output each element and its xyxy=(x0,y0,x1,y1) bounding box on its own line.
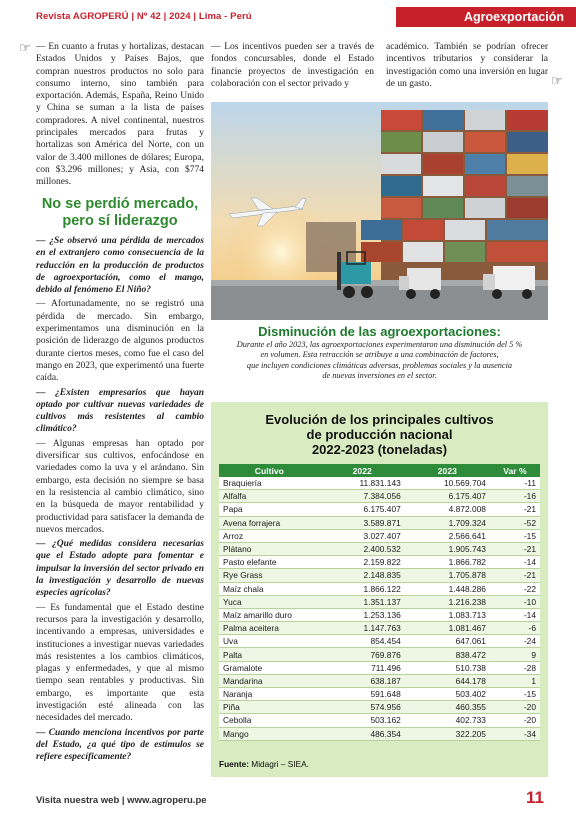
pointing-hand-icon: ☞ xyxy=(551,73,563,88)
column-header-2022: 2022 xyxy=(320,464,405,477)
cell-2023: 1.083.713 xyxy=(405,608,490,621)
table-title xyxy=(211,412,548,457)
cell-crop: Pasto elefante xyxy=(219,556,320,569)
cell-2023: 503.402 xyxy=(405,688,490,701)
table-body xyxy=(219,477,540,740)
section-title: Agroexportación xyxy=(396,7,576,27)
table-title-line-1: Evolución de los principales cultivos xyxy=(265,412,494,427)
question-1: — ¿Se observó una pérdida de mercados en el extranjero como consecuencia de la reducción en la producción de productos de agroexportación, como el mango, debido al fenómeno El Niño? xyxy=(36,236,204,296)
cell-var: 1 xyxy=(490,674,540,687)
cell-2022: 1.147.763 xyxy=(320,622,405,635)
cell-crop: Cebolla xyxy=(219,714,320,727)
cell-2023: 510.738 xyxy=(405,661,490,674)
table-source xyxy=(219,759,309,769)
page-number: 11 xyxy=(526,788,544,807)
cell-var: -21 xyxy=(490,503,540,516)
cell-crop: Rye Grass xyxy=(219,569,320,582)
pointing-hand-icon: ☞ xyxy=(19,40,31,55)
cell-var: -22 xyxy=(490,582,540,595)
cell-crop: Maíz chala xyxy=(219,582,320,595)
cell-crop: Avena forrajera xyxy=(219,516,320,529)
subheading-line-1: No se perdió mercado, xyxy=(41,196,199,212)
cell-crop: Palma aceitera xyxy=(219,622,320,635)
column-2-text xyxy=(211,41,374,90)
cell-crop: Palta xyxy=(219,648,320,661)
cell-var: -16 xyxy=(490,490,540,503)
cell-2023: 1.866.782 xyxy=(405,556,490,569)
cell-2022: 486.354 xyxy=(320,727,405,740)
table-row xyxy=(219,503,540,516)
table-title-line-2: de producción nacional xyxy=(306,427,453,442)
table-title-line-3: 2022-2023 (toneladas) xyxy=(311,442,448,457)
answer-4-part-1: — Los incentivos pueden ser a través de fondos concursables, donde el Estado financie proyectos de investigación en colaboración con el sector privado y xyxy=(211,42,374,89)
cell-2023: 1.216.238 xyxy=(405,595,490,608)
table-row xyxy=(219,490,540,503)
table-row xyxy=(219,582,540,595)
cell-2023: 1.448.286 xyxy=(405,582,490,595)
table-row xyxy=(219,635,540,648)
cell-2022: 2.159.822 xyxy=(320,556,405,569)
table-row xyxy=(219,516,540,529)
cell-crop: Mango xyxy=(219,727,320,740)
crops-table-box xyxy=(211,402,548,777)
cell-2023: 1.905.743 xyxy=(405,542,490,555)
cell-var: -20 xyxy=(490,701,540,714)
photo-caption xyxy=(211,340,548,382)
cell-var: -52 xyxy=(490,516,540,529)
photo-caption-title: Disminución de las agroexportaciones: xyxy=(258,324,501,339)
cell-var: -28 xyxy=(490,661,540,674)
cell-var: -10 xyxy=(490,595,540,608)
question-2: — ¿Existen empresarios que hayan optado por cultivar nuevas variedades de cultivos más resistentes al cambio climático? xyxy=(36,387,204,435)
cell-2022: 3.027.407 xyxy=(320,529,405,542)
table-row xyxy=(219,688,540,701)
cell-2023: 647.061 xyxy=(405,635,490,648)
table-row xyxy=(219,661,540,674)
caption-line-4: de nuevas inversiones en el sector. xyxy=(322,371,437,381)
cell-crop: Uva xyxy=(219,635,320,648)
cell-2023: 2.566.641 xyxy=(405,529,490,542)
cell-var: -14 xyxy=(490,556,540,569)
caption-line-1: Durante el año 2023, las agroexportaciones experimentaron una disminución del 5 % xyxy=(236,340,523,349)
subheading-line-2: pero sí liderazgo xyxy=(62,213,178,229)
cell-2022: 6.175.407 xyxy=(320,503,405,516)
column-header-2023: 2023 xyxy=(405,464,490,477)
table-row xyxy=(219,727,540,740)
cell-2022: 1.351.137 xyxy=(320,595,405,608)
cell-2022: 2.148.835 xyxy=(320,569,405,582)
cell-2022: 1.866.122 xyxy=(320,582,405,595)
cell-crop: Papa xyxy=(219,503,320,516)
cell-2022: 503.162 xyxy=(320,714,405,727)
cell-2023: 1.081.467 xyxy=(405,622,490,635)
cell-2022: 591.648 xyxy=(320,688,405,701)
table-row xyxy=(219,701,540,714)
cell-crop: Naranja xyxy=(219,688,320,701)
answer-1: — Afortunadamente, no se registró una pérdida de mercado. Sin embargo, experimentamos una disminución en la posición de liderazgo de algunos productos durante ciertos meses, como fue el caso del mango en 2023, que experimentó una fuerte caída. xyxy=(36,299,204,384)
column-1-interview xyxy=(36,235,204,765)
cell-2023: 10.569.704 xyxy=(405,477,490,490)
cell-2023: 402.733 xyxy=(405,714,490,727)
footer-website: Visita nuestra web | www.agroperu.pe xyxy=(36,795,207,806)
cell-var: -24 xyxy=(490,635,540,648)
cell-2023: 4.872.008 xyxy=(405,503,490,516)
cell-var: -15 xyxy=(490,688,540,701)
table-row xyxy=(219,477,540,490)
cell-crop: Arroz xyxy=(219,529,320,542)
table-row xyxy=(219,529,540,542)
cell-var: -21 xyxy=(490,542,540,555)
cell-2023: 1.709.324 xyxy=(405,516,490,529)
cell-2022: 1.253.136 xyxy=(320,608,405,621)
answer-4-part-2: académico. También se podrían ofrecer incentivos tributarios y considerar la investigación como una inversión en lugar de un gasto. xyxy=(386,42,548,89)
cell-var: -11 xyxy=(490,477,540,490)
answer-3: — Es fundamental que el Estado destine recursos para la investigación y desarrollo, incentivando a empresas, universidades e instituciones a investigar nuevas variedades más resistentes a los cambios climáticos, plagas y enfermedades, y que al mismo tiempo sean rentables y productivas. Sin embargo, es importante que esta investigación esté alineada con las necesidades del mercado. xyxy=(36,602,204,724)
cell-2022: 638.187 xyxy=(320,674,405,687)
cell-var: -15 xyxy=(490,529,540,542)
cell-2022: 574.956 xyxy=(320,701,405,714)
cell-2022: 854.454 xyxy=(320,635,405,648)
table-row xyxy=(219,648,540,661)
cell-2023: 322.205 xyxy=(405,727,490,740)
subheading xyxy=(36,196,204,230)
cell-crop: Yuca xyxy=(219,595,320,608)
table-row xyxy=(219,608,540,621)
table-row xyxy=(219,569,540,582)
column-header-crop: Cultivo xyxy=(219,464,320,477)
issue-info: Revista AGROPERÚ | Nº 42 | 2024 | Lima - Perú xyxy=(36,11,252,22)
cell-2023: 6.175.407 xyxy=(405,490,490,503)
table-header-row xyxy=(219,464,540,477)
cell-crop: Alfalfa xyxy=(219,490,320,503)
cell-crop: Mandarina xyxy=(219,674,320,687)
cell-crop: Maíz amarillo duro xyxy=(219,608,320,621)
cell-crop: Piña xyxy=(219,701,320,714)
table-row xyxy=(219,542,540,555)
cell-2022: 2.400.532 xyxy=(320,542,405,555)
cell-2022: 3.589.871 xyxy=(320,516,405,529)
cell-var: -6 xyxy=(490,622,540,635)
table-row xyxy=(219,622,540,635)
cell-2022: 11.831.143 xyxy=(320,477,405,490)
table-row xyxy=(219,556,540,569)
crops-table xyxy=(219,464,540,741)
caption-line-3: que incluyen condiciones climáticas adversas, problemas sociales y la ausencia xyxy=(246,360,513,370)
table-row xyxy=(219,595,540,608)
cell-var: -20 xyxy=(490,714,540,727)
cell-2022: 711.496 xyxy=(320,661,405,674)
cell-2023: 1.705.878 xyxy=(405,569,490,582)
column-header-var: Var % xyxy=(490,464,540,477)
column-1-intro xyxy=(36,41,204,191)
cell-crop: Plátano xyxy=(219,542,320,555)
cell-2023: 644.178 xyxy=(405,674,490,687)
answer-2: — Algunas empresas han optado por diversificar sus cultivos, enfocándose en variedades como la uva y el arándano. Sin embargo, esta decisión no siempre se basa en la resistencia al cambio climático, sino en la búsqueda de mayor rentabilidad y productividad para satisfacer la demanda de nuevos mercados. xyxy=(36,438,204,535)
cell-var: -34 xyxy=(490,727,540,740)
cell-crop: Braquiería xyxy=(219,477,320,490)
cell-2023: 460.355 xyxy=(405,701,490,714)
source-label: Fuente: xyxy=(219,759,249,769)
source-value: Midagri – SIEA. xyxy=(251,759,309,769)
cell-2022: 7.384.056 xyxy=(320,490,405,503)
question-3: — ¿Qué medidas considera necesarias que el Estado adopte para fomentar e impulsar la inversión del sector privado en la investigación y desarrollo de nuevas especies agrícolas? xyxy=(36,539,204,599)
cell-2022: 769.876 xyxy=(320,648,405,661)
question-4: — Cuando menciona incentivos por parte del Estado, ¿a qué tipo de estímulos se refiere específicamente? xyxy=(36,727,204,763)
agroperu-logo xyxy=(6,366,28,436)
caption-line-2: en volumen. Esta retracción se atribuye a una combinación de factores, xyxy=(260,350,499,360)
cell-2023: 838.472 xyxy=(405,648,490,661)
table-row xyxy=(219,674,540,687)
cell-var: 9 xyxy=(490,648,540,661)
cell-var: -21 xyxy=(490,569,540,582)
cell-var: -14 xyxy=(490,608,540,621)
table-row xyxy=(219,714,540,727)
cell-crop: Gramalote xyxy=(219,661,320,674)
intro-paragraph: — En cuanto a frutas y hortalizas, destacan Estados Unidos y Países Bajos, que compran nuestros productos no solo para consumo interno, sino también para exportación. Además, España, Reino Unido y China se suman a la lista de países compradores. A nivel continental, nuestros principales mercados para frutas y hortalizas son América del Norte, con un valor de 3.400 millones de dólares; Europa, con $3.296 millones; y Asia, con $774 millones. xyxy=(36,42,204,188)
port-photo xyxy=(211,102,548,320)
column-3-text xyxy=(386,41,548,90)
